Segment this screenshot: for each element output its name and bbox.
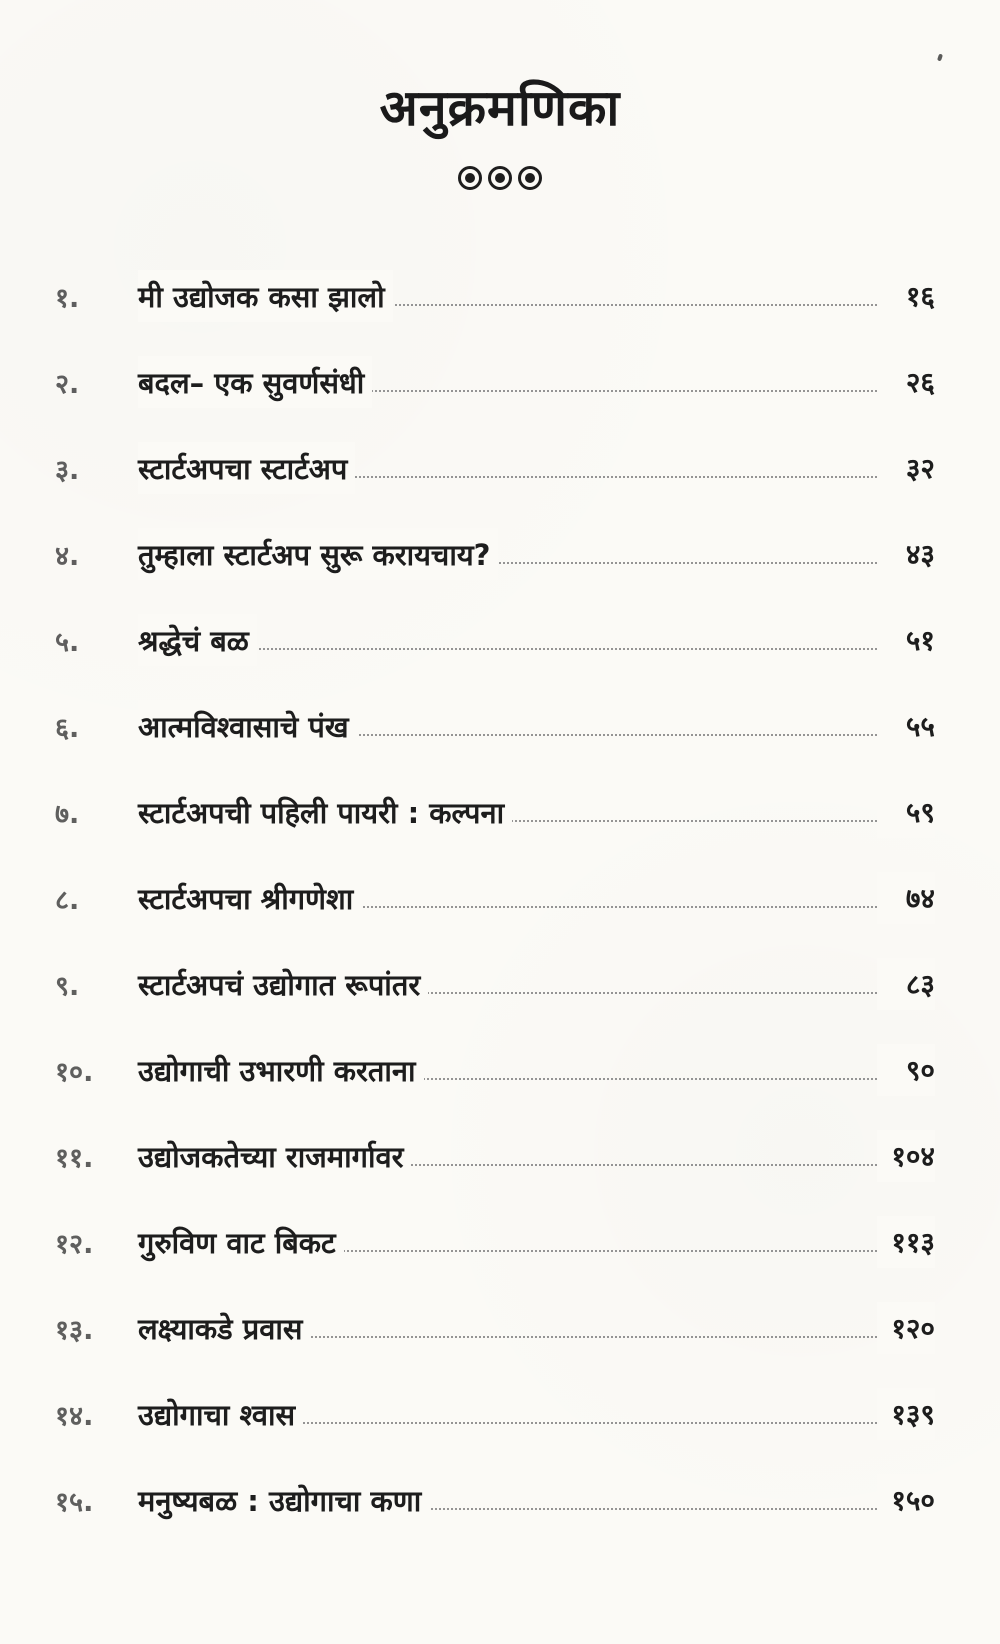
- chapter-title: मी उद्योजक कसा झालो: [138, 270, 393, 322]
- ornament-ring-center: [488, 166, 512, 190]
- page-number: १५०: [877, 1474, 935, 1526]
- toc-entry: [55, 786, 935, 872]
- toc-entry: [55, 1044, 935, 1130]
- chapter-number: १३.: [55, 1314, 94, 1346]
- chapter-title: स्टार्टअपचं उद्योगात रूपांतर: [138, 958, 428, 1010]
- page-number: ५१: [877, 614, 935, 666]
- chapter-title: उद्योगाचा श्वास: [138, 1388, 303, 1440]
- printing-mark: [937, 54, 943, 62]
- chapter-number: १.: [55, 282, 80, 314]
- toc-entry: [55, 1388, 935, 1474]
- toc-entry: [55, 872, 935, 958]
- chapter-number: ९.: [55, 970, 80, 1002]
- page-number: ७४: [877, 872, 935, 924]
- toc-entry: [55, 1216, 935, 1302]
- page-number: १०४: [877, 1130, 935, 1182]
- chapter-number: २.: [55, 368, 80, 400]
- chapter-number: ३.: [55, 454, 80, 486]
- page-number: ५५: [877, 700, 935, 752]
- page-number: २६: [877, 356, 935, 408]
- toc-entry: [55, 614, 935, 700]
- chapter-title: श्रद्धेचं बळ: [138, 614, 257, 666]
- chapter-title: बदल– एक सुवर्णसंधी: [138, 356, 372, 408]
- chapter-number: १४.: [55, 1400, 94, 1432]
- chapter-title: उद्योजकतेच्या राजमार्गावर: [138, 1130, 411, 1182]
- chapter-number: १५.: [55, 1486, 94, 1518]
- toc-entry: [55, 1302, 935, 1388]
- title-ornament: [0, 166, 1000, 190]
- chapter-number: ७.: [55, 798, 80, 830]
- page-number: ११३: [877, 1216, 935, 1268]
- chapter-number: १२.: [55, 1228, 94, 1260]
- chapter-number: ६.: [55, 712, 80, 744]
- chapter-number: ११.: [55, 1142, 94, 1174]
- chapter-title: उद्योगाची उभारणी करताना: [138, 1044, 424, 1096]
- chapter-number: १०.: [55, 1056, 94, 1088]
- page-number: ३२: [877, 442, 935, 494]
- chapter-number: ५.: [55, 626, 80, 658]
- toc-entry: [55, 958, 935, 1044]
- page-number: ४३: [877, 528, 935, 580]
- toc-entry: [55, 270, 935, 356]
- toc-entry: [55, 700, 935, 786]
- chapter-title: लक्ष्याकडे प्रवास: [138, 1302, 311, 1354]
- chapter-title: स्टार्टअपची पहिली पायरी : कल्पना: [138, 786, 512, 838]
- page-number: ९०: [877, 1044, 935, 1096]
- page-number: १३९: [877, 1388, 935, 1440]
- page-number: १२०: [877, 1302, 935, 1354]
- table-of-contents: [55, 270, 935, 1560]
- chapter-number: ८.: [55, 884, 80, 916]
- chapter-title: आत्मविश्वासाचे पंख: [138, 700, 357, 752]
- page-number: १६: [877, 270, 935, 322]
- chapter-title: गुरुविण वाट बिकट: [138, 1216, 344, 1268]
- chapter-title: मनुष्यबळ : उद्योगाचा कणा: [138, 1474, 429, 1526]
- toc-entry: [55, 528, 935, 614]
- chapter-number: ४.: [55, 540, 80, 572]
- ornament-ring-left: [458, 166, 482, 190]
- chapter-title: स्टार्टअपचा श्रीगणेशा: [138, 872, 361, 924]
- chapter-title: स्टार्टअपचा स्टार्टअप: [138, 442, 355, 494]
- toc-entry: [55, 1130, 935, 1216]
- chapter-title: तुम्हाला स्टार्टअप सुरू करायचाय?: [138, 528, 498, 580]
- toc-entry: [55, 356, 935, 442]
- toc-entry: [55, 442, 935, 528]
- toc-entry: [55, 1474, 935, 1560]
- page-number: ५९: [877, 786, 935, 838]
- page-number: ८३: [877, 958, 935, 1010]
- page-title: अनुक्रमणिका: [379, 79, 621, 137]
- ornament-ring-right: [518, 166, 542, 190]
